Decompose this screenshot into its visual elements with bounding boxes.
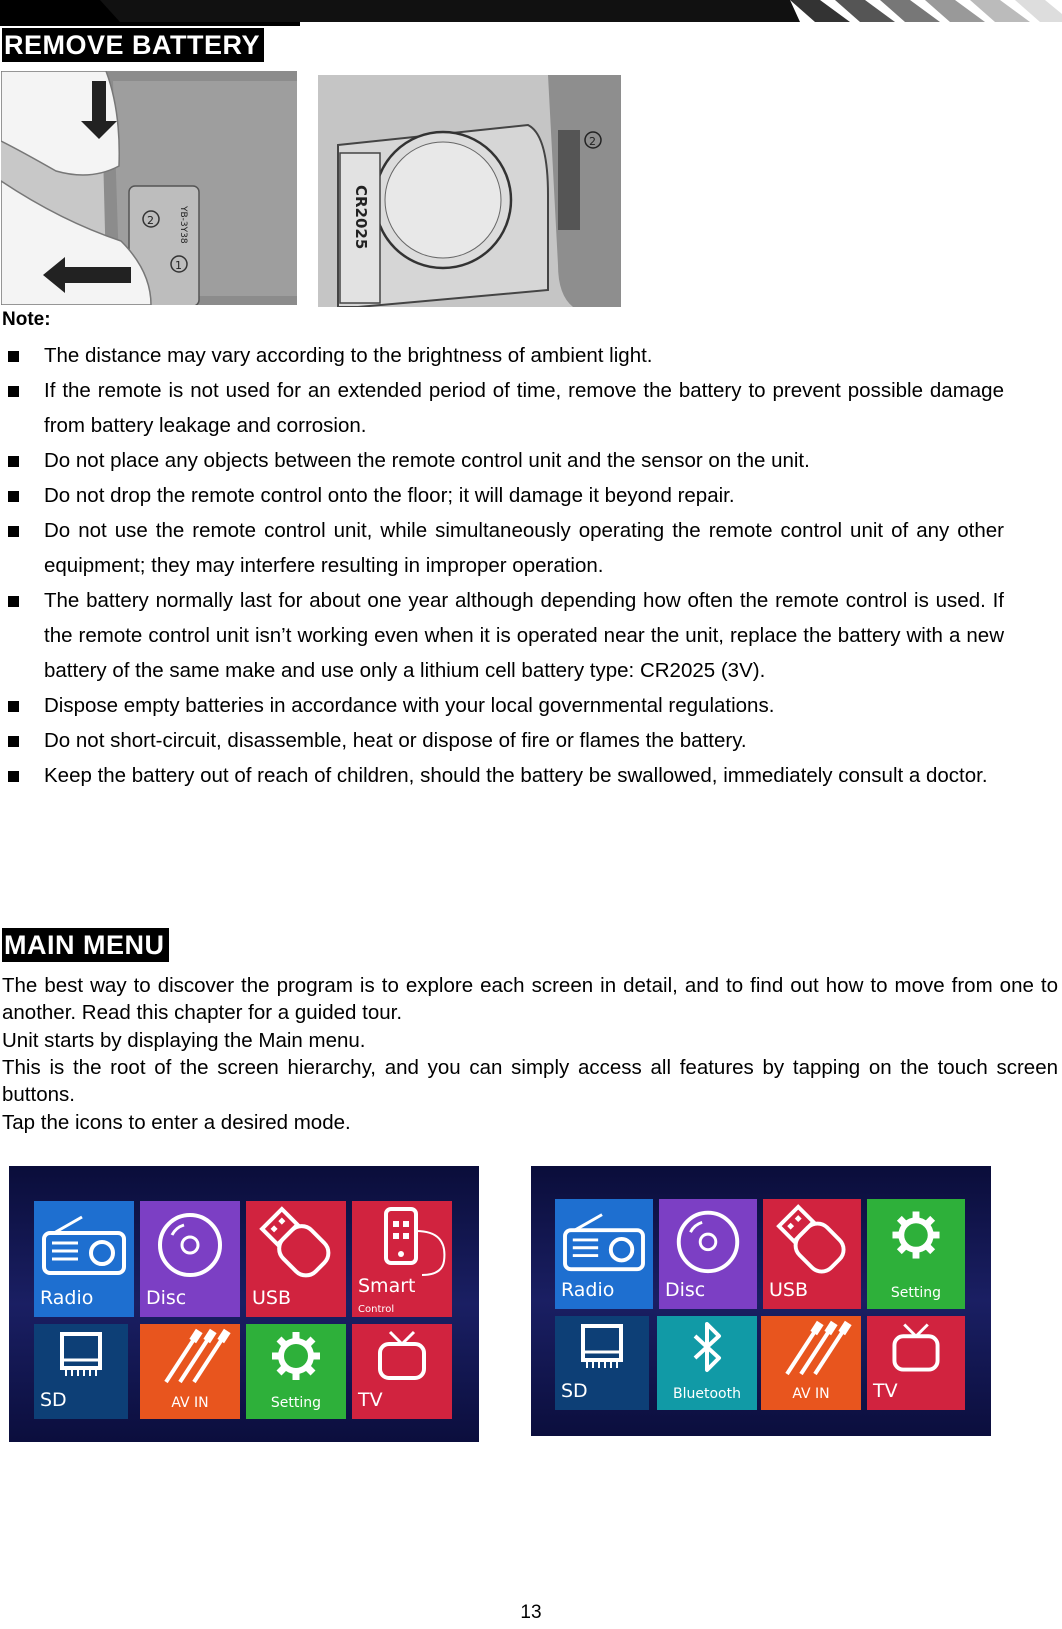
square-bullet-icon [8,386,19,397]
main-menu-intro: The best way to discover the program is to explore each screen in detail, and to find out how to move from one to another. Read this chapter for a guided tour. [2,974,1058,1024]
list-item: The battery normally last for about one year although depending how often the remote control is used. If the remote control unit isn’t working even when it is operated near the unit, replace the battery with a new battery of the same make and use only a lithium cell battery type: CR2025 (3V). [0,583,1012,688]
av-cable-icon [140,1324,240,1390]
tile-label: Disc [665,1279,706,1301]
tile-tv[interactable] [352,1324,452,1419]
sd-card-icon [555,1316,649,1376]
top-banner [0,0,1062,26]
radio-icon [555,1199,653,1277]
battery-removal-photo-1 [1,71,297,305]
square-bullet-icon [8,456,19,467]
tile-label: Bluetooth [673,1386,741,1402]
square-bullet-icon [8,736,19,747]
list-item: Do not use the remote control unit, while simultaneously operating the remote control unit of any other equipment; they may interfere resulting in improper operation. [0,513,1012,583]
square-bullet-icon [8,596,19,607]
tile-label: USB [769,1279,809,1301]
tile-label: TV [358,1389,383,1411]
disc-icon [140,1201,240,1281]
tile-disc[interactable] [140,1201,240,1317]
battery-type-label: CR2025 [352,185,370,250]
tile-label: Radio [561,1279,615,1301]
tile-label: Smart [358,1275,416,1297]
av-cable-icon [761,1316,861,1382]
list-item: Keep the battery out of reach of children, should the battery be swallowed, immediately consult a doctor. [0,758,1012,793]
tile-label: SD [561,1380,588,1402]
square-bullet-icon [8,491,19,502]
gear-icon [867,1199,965,1273]
tv-icon [867,1316,965,1382]
tile-av-in[interactable] [761,1316,861,1410]
tile-label: Radio [40,1287,94,1309]
tile-label: TV [873,1380,898,1402]
tile-label: Setting [270,1395,322,1411]
tile-usb[interactable] [763,1199,861,1309]
radio-icon [34,1201,134,1281]
tile-radio[interactable] [34,1201,134,1317]
tile-av-in[interactable] [140,1324,240,1419]
tile-bluetooth[interactable] [657,1316,757,1410]
square-bullet-icon [8,351,19,362]
list-item: The distance may vary according to the brightness of ambient light. [0,338,1012,373]
disc-icon [659,1199,757,1277]
square-bullet-icon [8,526,19,537]
tile-disc[interactable] [659,1199,757,1309]
usb-icon [763,1199,861,1277]
tile-sd[interactable] [555,1316,649,1410]
tile-label: SD [40,1389,67,1411]
sd-card-icon [34,1324,128,1384]
tile-label: Setting [890,1285,942,1301]
bluetooth-icon [657,1316,757,1382]
list-item: Do not place any objects between the remote control unit and the sensor on the unit. [0,443,1012,478]
main-menu-screen-2 [531,1166,991,1436]
tile-tv[interactable] [867,1316,965,1410]
tile-label: AV IN [171,1395,209,1411]
list-item: Do not short-circuit, disassemble, heat or dispose of fire or flames the battery. [0,723,1012,758]
tile-label: AV IN [792,1386,830,1402]
tile-sd[interactable] [34,1324,128,1419]
tile-setting[interactable] [867,1199,965,1309]
main-menu-line-4: Tap the icons to enter a desired mode. [2,1111,351,1134]
square-bullet-icon [8,701,19,712]
section-title-main-menu: MAIN MENU [2,928,169,962]
main-menu-line-3: This is the root of the screen hierarchy, and you can simply access all features by tapping on the touch screen buttons. [2,1056,1058,1106]
tv-icon [352,1324,452,1390]
notes-list [0,338,1062,793]
page-number: 13 [520,1602,542,1623]
list-item: Do not drop the remote control onto the floor; it will damage it beyond repair. [0,478,1012,513]
main-menu-line-2: Unit starts by displaying the Main menu. [2,1029,366,1052]
list-item: If the remote is not used for an extended period of time, remove the battery to prevent possible damage from battery leakage and corrosion. [0,373,1012,443]
tile-setting[interactable] [246,1324,346,1419]
square-bullet-icon [8,771,19,782]
note-label: Note: [2,309,51,330]
tile-sublabel: Control [358,1304,395,1315]
step-1-marker: 1 [175,259,182,272]
step-2-marker: 2 [589,135,596,148]
step-2-marker: 2 [147,214,154,227]
usb-icon [246,1201,346,1281]
list-item: Dispose empty batteries in accordance with your local governmental regulations. [0,688,1012,723]
section-title-remove-battery: REMOVE BATTERY [2,28,264,62]
remote-tray-illustration [1,71,297,305]
battery-tray-illustration [318,75,621,307]
tile-radio[interactable] [555,1199,653,1309]
tile-label: Disc [146,1287,187,1309]
battery-removal-photo-2 [318,75,621,307]
smartphone-icon [352,1201,452,1281]
tile-label: USB [252,1287,292,1309]
tile-usb[interactable] [246,1201,346,1317]
gear-icon [246,1324,346,1390]
main-menu-screen-1 [9,1166,479,1442]
tile-smart-control[interactable] [352,1201,452,1317]
remote-model-label: YB-3Y38 [178,206,188,244]
